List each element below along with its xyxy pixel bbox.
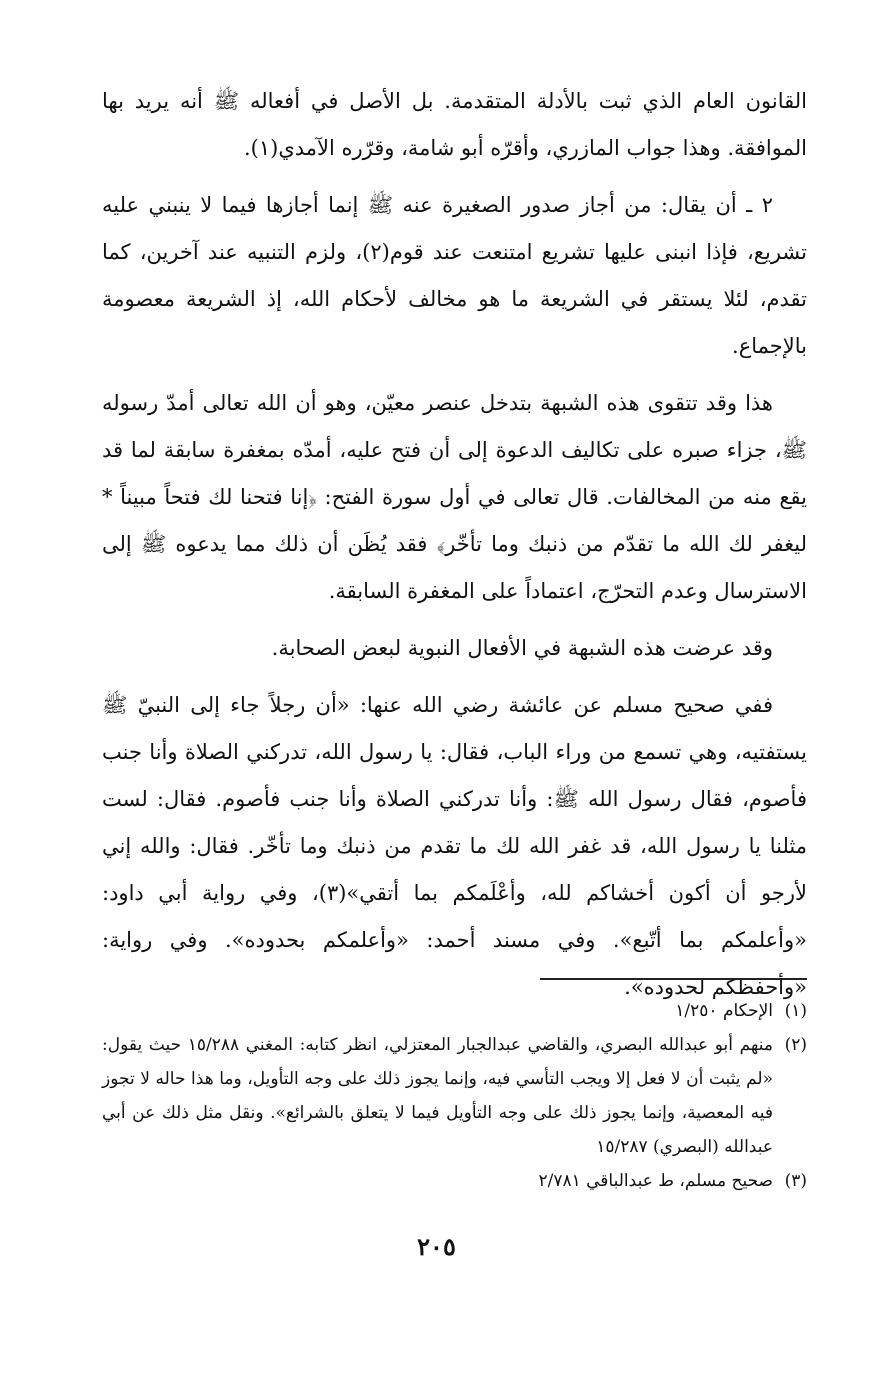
footnote-3: [102, 1164, 807, 1198]
paragraph-1: القانون العام الذي ثبت بالأدلة المتقدمة. بل الأصل في أفعاله ﷺ أنه يريد بها الموافقة. وهذا جواب المازري، وأقرّه أبو شامة، وقرّره الآمدي(١).: [102, 89, 807, 160]
footnote-separator: [540, 978, 807, 980]
footnote-2: [102, 1028, 807, 1164]
page-number: ٢٠٥: [417, 1232, 456, 1261]
paragraph-5: ففي صحيح مسلم عن عائشة رضي الله عنها: «أن رجلاً جاء إلى النبيّ ﷺ يستفتيه، وهي تسمع من وراء الباب، فقال: يا رسول الله، تدركني الصلاة وأنا جنب فأصوم، فقال رسول الله ﷺ: وأنا تدركني الصلاة وأنا جنب فأصوم. فقال: لست مثلنا يا رسول الله، قد غفر الله لك ما تقدم من ذنبك وما تأخّر. فقال: والله إني لأرجو أن أكون أخشاكم لله، وأعْلَمكم بما أتقي»(٣)، وفي رواية أبي داود: «وأعلمكم بما أتّبع». وفي مسند أحمد: «وأعلمكم بحدوده». وفي رواية: «وأحفظكم لحدوده».: [102, 693, 807, 999]
footnote-3-text: صحيح مسلم، ط عبدالباقي ٢/٧٨١: [538, 1171, 773, 1191]
footnote-1-text: الإحكام ١/٢٥٠: [675, 1001, 773, 1021]
footnote-1: [102, 994, 807, 1028]
paragraph-2: ٢ ـ أن يقال: من أجاز صدور الصغيرة عنه ﷺ إنما أجازها فيما لا ينبني عليه تشريع، فإذا انبنى عليها تشريع امتنعت عند قوم(٢)، ولزم التنبيه عند آخرين، كما تقدم، لئلا يستقر في الشريعة ما هو مخالف لأحكام الله، إذ الشريعة معصومة بالإجماع.: [102, 193, 807, 358]
footnote-1-number: (١): [784, 1001, 807, 1021]
paragraph-4: وقد عرضت هذه الشبهة في الأفعال النبوية لبعض الصحابة.: [271, 636, 773, 660]
footnotes: [102, 994, 807, 1198]
footnote-2-number: (٢): [784, 1035, 807, 1055]
paragraph-3: هذا وقد تتقوى هذه الشبهة بتدخل عنصر معيّن، وهو أن الله تعالى أمدّ رسوله ﷺ، جزاء صبره على تكاليف الدعوة إلى أن فتح عليه، أمدّه بمغفرة سابقة لما قد يقع منه من المخالفات. قال تعالى في أول سورة الفتح: ﴿إنا فتحنا لك فتحاً مبيناً * ليغفر لك الله ما تقدّم من ذنبك وما تأخّر﴾ فقد يُظَن أن ذلك مما يدعوه ﷺ إلى الاسترسال وعدم التحرّج، اعتماداً على المغفرة السابقة.: [102, 391, 807, 603]
footnote-2-text: منهم أبو عبدالله البصري، والقاضي عبدالجبار المعتزلي، انظر كتابه: المغني ١٥/٢٨٨ حيث يقول: «لم يثبت أن لا فعل إلا ويجب التأسي فيه، وإنما يجوز ذلك على وجه التأويل، وما هذا حاله لا تجوز فيه المعصية، وإنما يجوز ذلك على وجه التأويل فيما لا يتعلق بالشرائع». ونقل مثل ذلك عن أبي عبدالله (البصري) ١٥/٢٨٧: [102, 1035, 773, 1157]
footnote-3-number: (٣): [784, 1171, 807, 1191]
main-text: [102, 78, 807, 1021]
